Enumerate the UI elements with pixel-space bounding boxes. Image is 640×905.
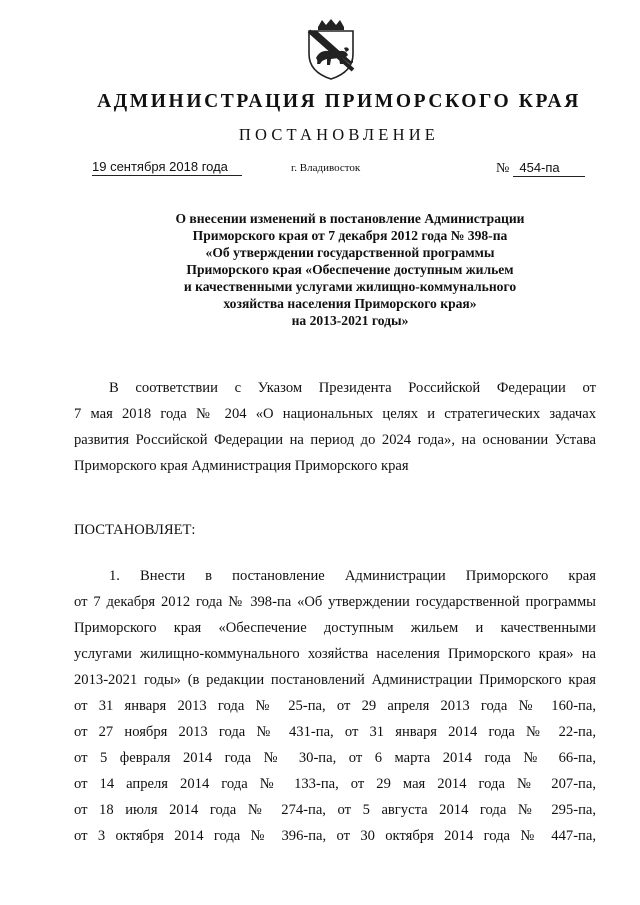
text-line: от 27 ноября 2013 года № 431-па, от 31 января 2014 года № 22-па,	[74, 724, 596, 740]
document-type: ПОСТАНОВЛЕНИЕ	[238, 125, 440, 144]
text-line: Приморского края Администрация Приморского края	[74, 458, 409, 474]
document-number	[496, 159, 585, 177]
subject-line: хозяйства населения Приморского края»	[223, 296, 477, 311]
text-line: 2013-2021 годы» (в редакции постановлений Администрации Приморского края	[74, 672, 596, 688]
text-line: от 18 июля 2014 года № 274-па, от 5 августа 2014 года № 295-па,	[74, 802, 596, 818]
subject-line: «Об утверждении государственной программы	[205, 245, 495, 260]
item-1-paragraph	[74, 563, 596, 849]
text-line: услугами жилищно-коммунального хозяйства населения Приморского края» на	[74, 646, 596, 662]
text-line: от 14 апреля 2014 года № 133-па, от 29 мая 2014 года № 207-па,	[74, 776, 596, 792]
subject-line: и качественными услугами жилищно-коммунального	[183, 279, 517, 294]
text-line: развития Российской Федерации на период до 2024 года», на основании Устава	[74, 432, 596, 448]
subject-line: Приморского края «Обеспечение доступным жильем	[186, 262, 514, 277]
primorsky-krai-coat-of-arms-icon	[304, 18, 358, 80]
text-line: от 7 декабря 2012 года № 398-па «Об утверждении государственной программы	[74, 594, 596, 610]
document-date: 19 сентября 2018 года	[92, 159, 242, 176]
number-value: 454-па	[513, 160, 585, 177]
resolves-heading: ПОСТАНОВЛЯЕТ:	[74, 522, 196, 538]
text-line: от 3 октября 2014 года № 396-па, от 30 октября 2014 года № 447-па,	[74, 828, 596, 844]
subject-line: Приморского края от 7 декабря 2012 года № 398-па	[192, 228, 508, 243]
document-city: г. Владивосток	[291, 162, 361, 174]
text-line: В соответствии с Указом Президента Российской Федерации от	[109, 380, 596, 396]
preamble-paragraph	[74, 375, 596, 479]
text-line: от 5 февраля 2014 года № 30-па, от 6 марта 2014 года № 66-па,	[74, 750, 596, 766]
subject-line: О внесении изменений в постановление Администрации	[175, 211, 525, 226]
text-line: 1. Внести в постановление Администрации Приморского края	[109, 568, 596, 584]
text-line: от 31 января 2013 года № 25-па, от 29 апреля 2013 года № 160-па,	[74, 698, 596, 714]
text-line: Приморского края «Обеспечение доступным жильем и качественными	[74, 620, 596, 636]
organization-title: АДМИНИСТРАЦИЯ ПРИМОРСКОГО КРАЯ	[97, 91, 581, 112]
number-sign: №	[496, 161, 510, 176]
text-line: 7 мая 2018 года № 204 «О национальных целях и стратегических задачах	[74, 406, 596, 422]
document-subject	[120, 210, 580, 329]
subject-line: на 2013-2021 годы»	[291, 313, 409, 328]
